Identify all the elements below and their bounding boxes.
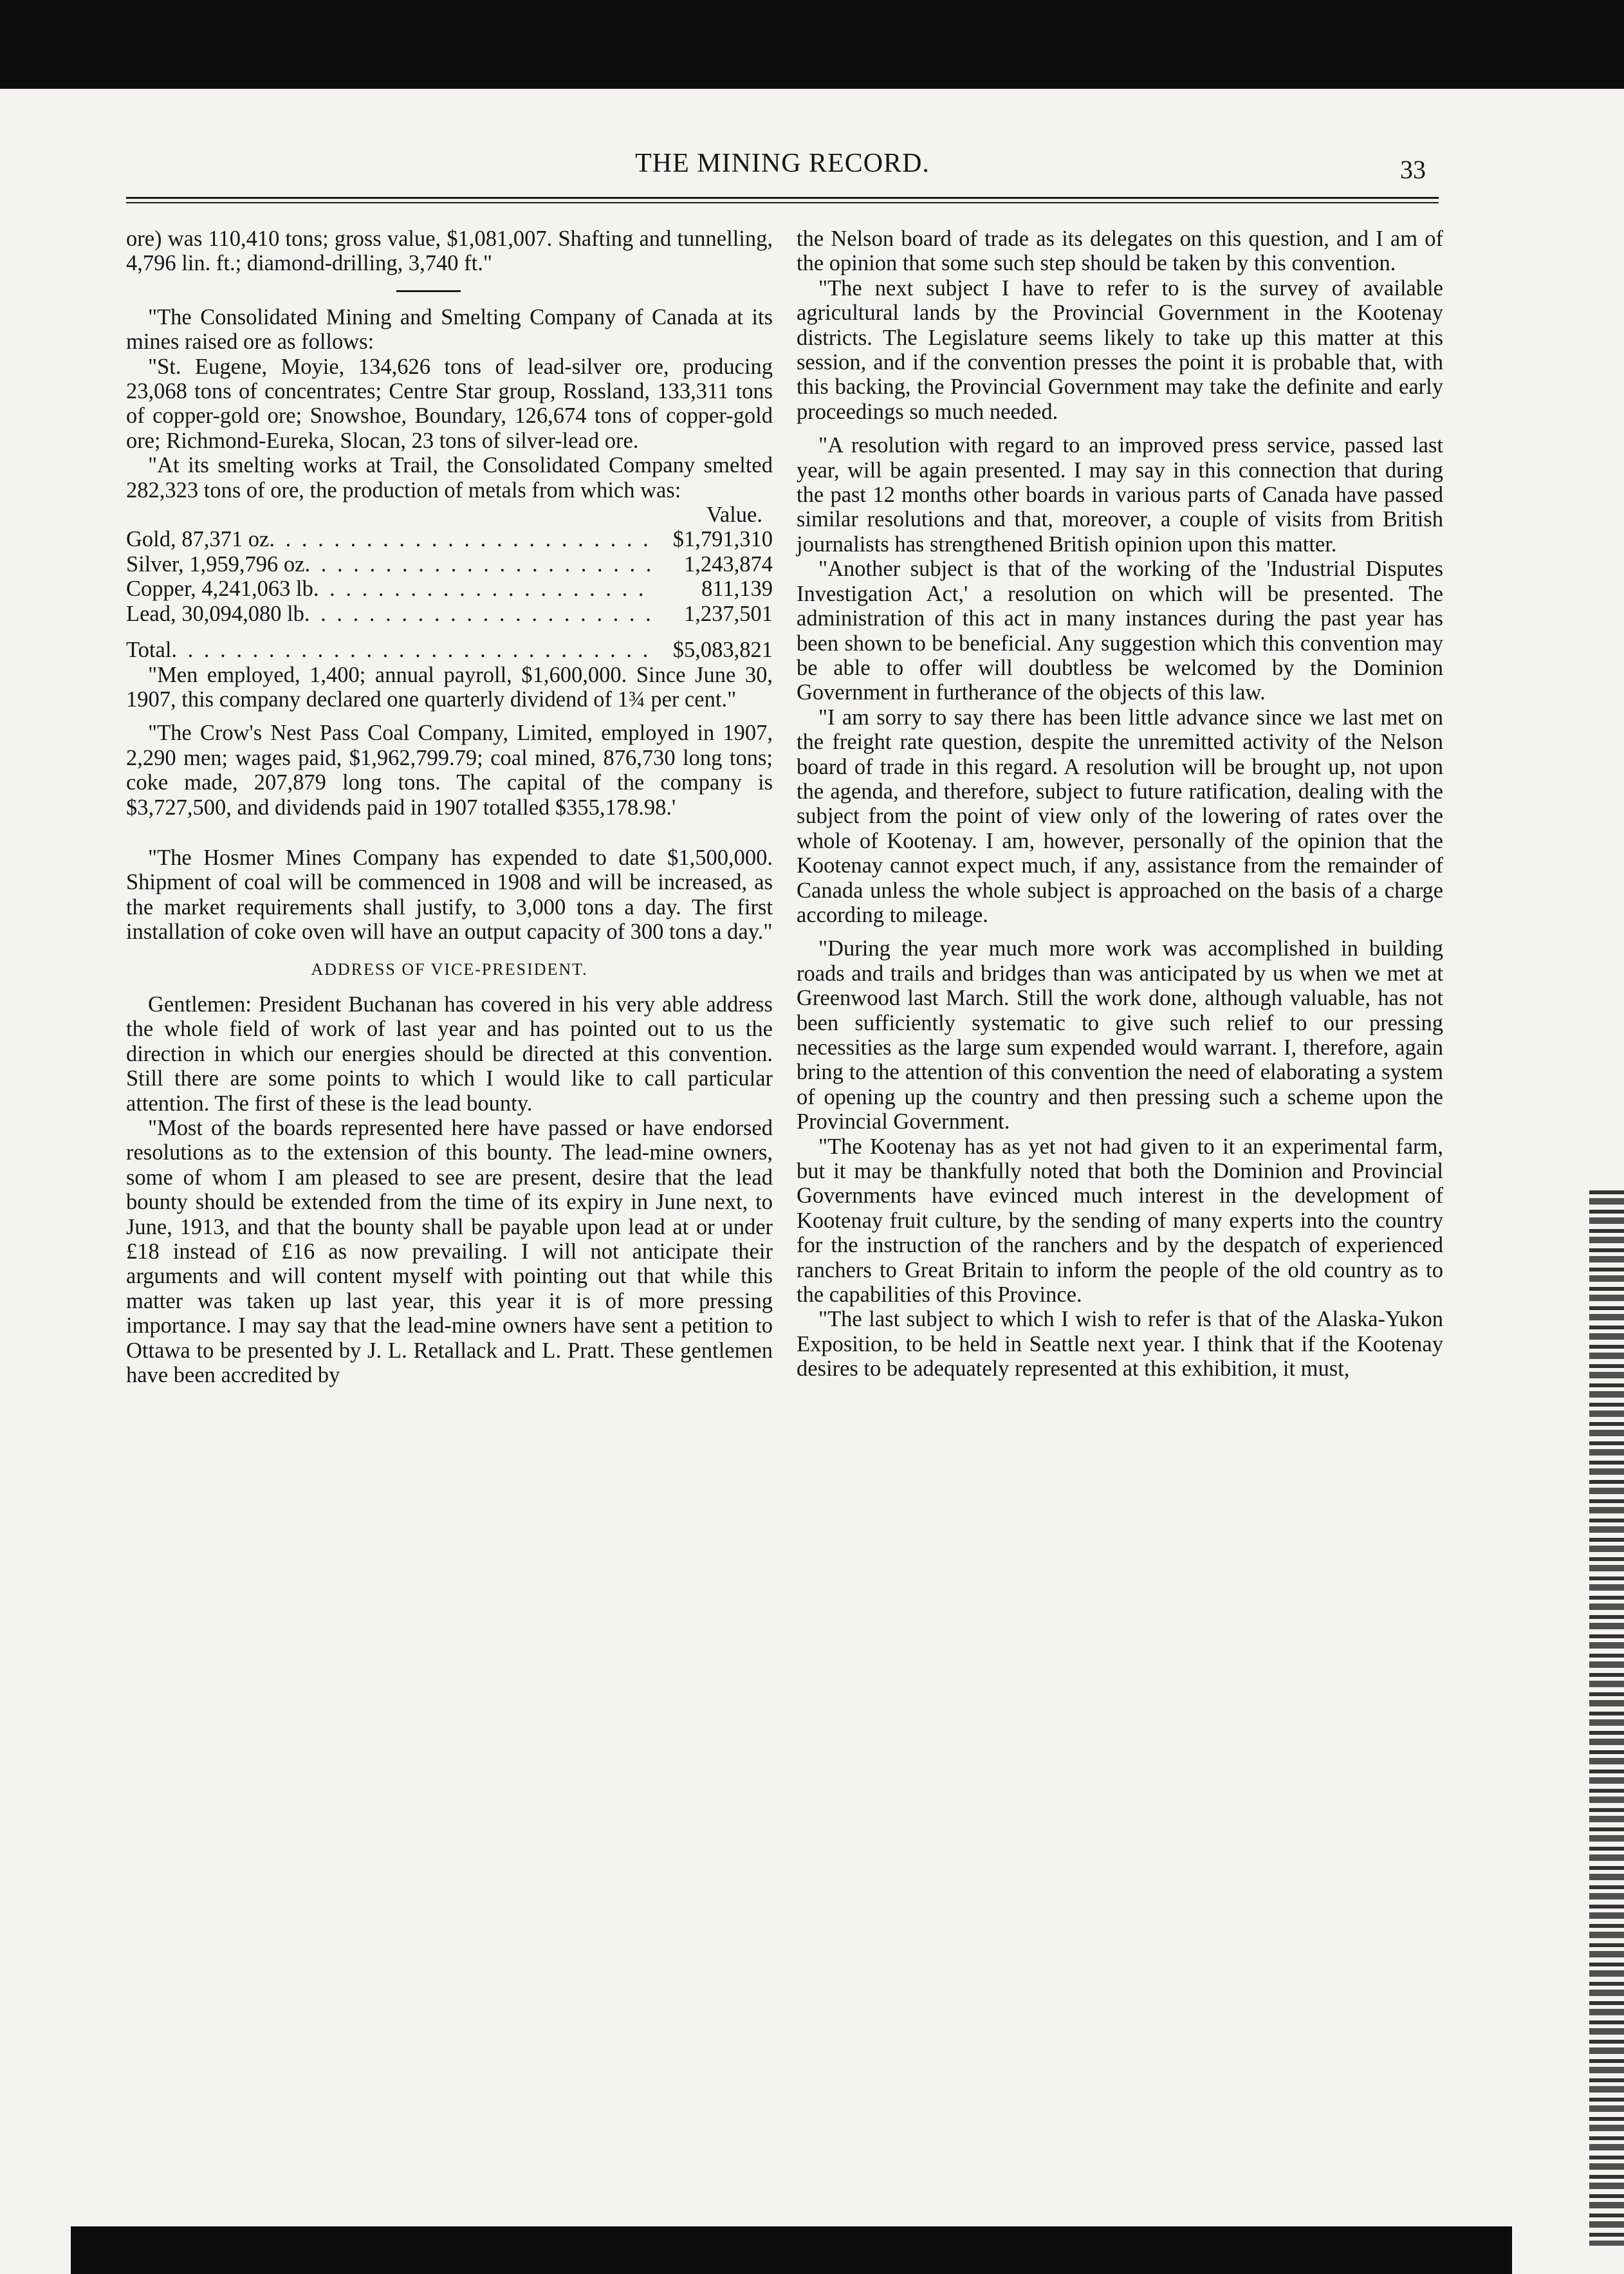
scan-bottom-band: [71, 2226, 1512, 2274]
right-paragraph-2: "The next subject I have to refer to is the survey of available agricultural lands by the Provincial Government in the Kootenay districts. The Legislature seems likely to take up this matter at this session, and if the convention presses the point it is probable that, with this backing, the Provincial Government may take the definite and early proceedings so much needed.: [797, 275, 1443, 424]
table-row-label: Gold, 87,371 oz: [126, 527, 270, 552]
page-header: [126, 148, 1439, 193]
right-paragraph-4: "Another subject is that of the working of the 'Industrial Disputes Investigation Act,' a resolution on which will be presented. The administration of this act in many instances during the past year has been shown to be beneficial. Any suggestion which this convention may be able to offer will doubtless be welcomed by the Dominion Government in furtherance of the objects of this law.: [797, 557, 1443, 705]
right-paragraph-7: "The Kootenay has as yet not had given to it an experimental farm, but it may be thankfully noted that both the Dominion and Provincial Governments have evinced much interest in the development of Kootenay fruit culture, by the sending of many experts into the country for the instruction of the ranchers and by the despatch of experienced ranchers to Great Britain to inform the people of the old country as to the capabilities of this Province.: [797, 1134, 1443, 1308]
leader-dots: [269, 527, 651, 551]
left-paragraph-8: Gentlemen: President Buchanan has covered in his very able address the whole field of work of last year and has pointed out to us the direction in which our energies should be directed at this convention. Still there are some points to which I would like to call particular attention. The first of these is the lead bounty.: [126, 992, 773, 1116]
table-total-label: Total: [126, 638, 172, 663]
table-row: [126, 552, 773, 577]
left-paragraph-6: "The Crow's Nest Pass Coal Company, Limited, employed in 1907, 2,290 men; wages paid, $1,962,799.79; coal mined, 876,730 long tons; coke made, 207,879 long tons. The capital of the company is $3,727,500, and dividends paid in 1907 totalled $355,178.98.': [126, 721, 773, 820]
table-total-value: $5,083,821: [672, 638, 773, 663]
left-paragraph-1: ore) was 110,410 tons; gross value, $1,081,007. Shafting and tunnelling, 4,796 lin. ft.; diamond-drilling, 3,740 ft.": [126, 226, 773, 276]
right-column: [797, 226, 1443, 1382]
table-row-label: Silver, 1,959,796 oz: [126, 551, 305, 577]
section-heading: ADDRESS OF VICE-PRESIDENT.: [311, 959, 588, 979]
right-paragraph-8: "The last subject to which I wish to refer is that of the Alaska-Yukon Exposition, to be held in Seattle next year. I think that if the Kootenay desires to be adequately represented at this exhibition, it must,: [797, 1307, 1443, 1382]
table-row-label: Copper, 4,241,063 lb: [126, 577, 313, 602]
left-paragraph-5: "Men employed, 1,400; annual payroll, $1,600,000. Since June 30, 1907, this company declared one quarterly dividend of 1¾ per cent.": [126, 662, 773, 712]
table-row: [126, 577, 773, 601]
header-rule-top: [126, 197, 1439, 199]
leader-dots: [304, 552, 651, 577]
right-paragraph-3: "A resolution with regard to an improved press service, passed last year, will be again presented. I may say in this connection that during the past 12 months other boards in various parts of Canada have passed similar resolutions and that, moreover, a couple of visits from British journalists has strengthened British opinion upon this matter.: [797, 433, 1443, 557]
table-row: [126, 527, 773, 551]
left-paragraph-9: "Most of the boards represented here have passed or have endorsed resolutions as to the extension of this bounty. The lead-mine owners, some of whom I am pleased to see are present, desire that the lead bounty should be extended from the time of its expiry in June next, to June, 1913, and that the bounty shall be payable upon lead at or under £18 instead of £16 as now prevailing. I will not anticipate their arguments and will content myself with pointing out that while this matter was taken up last year, this year it is of more pressing importance. I may say that the lead-mine owners have sent a petition to Ottawa to be presented by J. L. Retallack and L. Pratt. These gentlemen have been accredited by: [126, 1116, 773, 1388]
page-number: 33: [1400, 155, 1426, 184]
leader-dots: [313, 577, 651, 601]
running-title: THE MINING RECORD.: [635, 149, 930, 178]
table-row-value: $1,791,310: [672, 527, 773, 552]
left-paragraph-7: "The Hosmer Mines Company has expended to date $1,500,000. Shipment of coal will be commenced in 1908 and will be increased, as the market requirements shall justify, to 3,000 tons a day. The first installation of coke oven will have an output capacity of 300 tons a day.": [126, 845, 773, 945]
table-row-value: 1,237,501: [684, 601, 773, 626]
metals-table: [126, 503, 773, 662]
scan-top-band: [0, 0, 1624, 89]
table-row-value: 1,243,874: [684, 551, 773, 577]
leader-dots: [171, 638, 651, 662]
left-paragraph-3: "St. Eugene, Moyie, 134,626 tons of lead-silver ore, producing 23,068 tons of concentrates; Centre Star group, Rossland, 133,311 tons of copper-gold ore; Snowshoe, Boundary, 126,674 tons of copper-gold ore; Richmond-Eureka, Slocan, 23 tons of silver-lead ore.: [126, 354, 773, 453]
left-paragraph-2: "The Consolidated Mining and Smelting Company of Canada at its mines raised ore as follows:: [126, 304, 773, 355]
separator-dash: [396, 290, 461, 292]
table-row-label: Lead, 30,094,080 lb: [126, 601, 304, 626]
table-row: [126, 602, 773, 626]
right-paragraph-1: the Nelson board of trade as its delegates on this question, and I am of the opinion that some such step should be taken by this convention.: [797, 226, 1443, 276]
leader-dots: [304, 602, 651, 626]
left-paragraph-4: "At its smelting works at Trail, the Consolidated Company smelted 282,323 tons of ore, the production of metals from which was:: [126, 453, 773, 503]
header-rule-bottom: [126, 202, 1439, 203]
table-value-header: Value.: [706, 503, 762, 528]
left-column: [126, 226, 773, 1387]
table-row-value: 811,139: [701, 577, 773, 602]
table-total-row: [126, 638, 773, 662]
right-paragraph-5: "I am sorry to say there has been little advance since we last met on the freight rate question, despite the unremitted activity of the Nelson board of trade in this regard. A resolution will be brought up, not upon the agenda, and therefore, subject to future ratification, dealing with the subject from the point of view only of the lowering of rates over the whole of Kootenay. I am, however, personally of the opinion that the Kootenay cannot expect much, if any, assistance from the remainder of Canada unless the whole subject is approached on the basis of a charge according to mileage.: [797, 705, 1443, 927]
scan-edge-artifact: [1589, 1190, 1624, 2246]
right-paragraph-6: "During the year much more work was accomplished in building roads and trails and bridges than was anticipated by us when we met at Greenwood last March. Still the work done, although valuable, has not been sufficiently systematic to give such relief to our pressing necessities as the large sum expended would warrant. I, therefore, again bring to the attention of this convention the need of elaborating a system of opening up the country and then pressing such a scheme upon the Provincial Government.: [797, 936, 1443, 1134]
